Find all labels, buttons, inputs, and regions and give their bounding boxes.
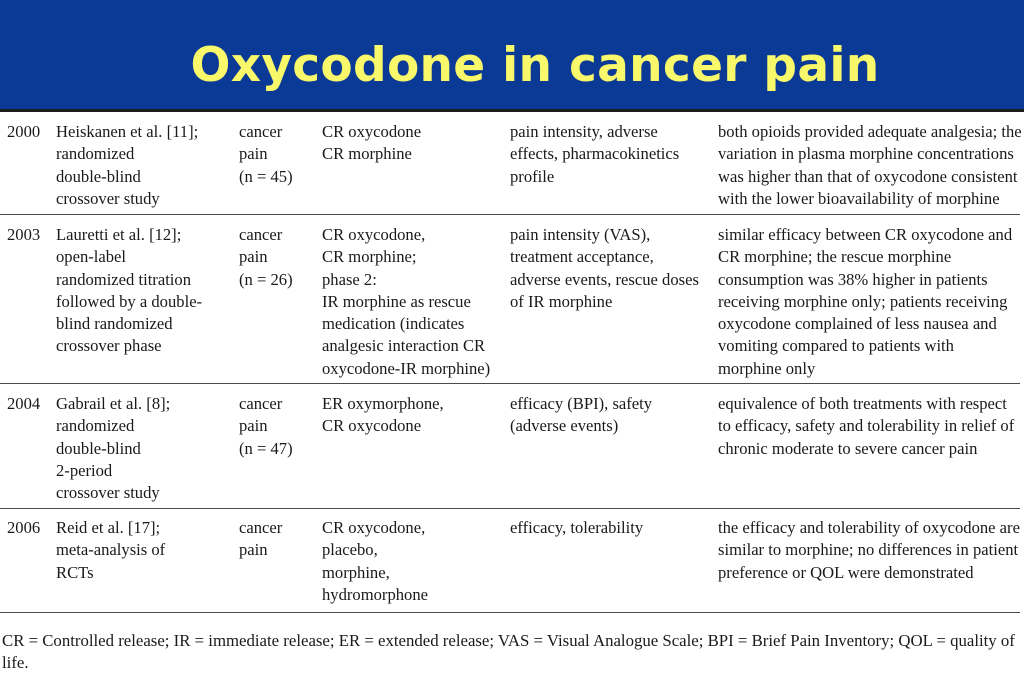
cell-line: adverse events, rescue doses [510, 269, 699, 289]
cell-line: (n = 45) [239, 166, 293, 186]
cell-line: phase 2: [322, 269, 377, 289]
cell-line: effects, pharmacokinetics [510, 144, 680, 164]
cell-line: randomized titration [56, 269, 192, 289]
cell-line: morphine only [718, 358, 816, 378]
cell-line: randomized [56, 144, 135, 164]
cell-line: meta-analysis of [56, 540, 166, 560]
table-cell-results [718, 121, 1022, 210]
table-cell-patients [239, 224, 319, 291]
table-cell-endpoints [510, 224, 714, 313]
cell-line: analgesic interaction CR [322, 336, 486, 356]
cell-line: RCTs [56, 562, 94, 582]
cell-line: efficacy (BPI), safety [510, 394, 653, 413]
table-cell-drugs [322, 393, 506, 438]
table-cell-year: 2003 [7, 225, 41, 244]
cell-line: preference or QOL were demonstrated [718, 562, 974, 582]
cell-line: double-blind [56, 166, 141, 186]
cell-line: with the lower bioavailability of morphine [718, 188, 1000, 208]
cell-line: placebo, [322, 540, 378, 560]
table-cell-drugs [322, 517, 506, 606]
row-divider [0, 612, 1020, 613]
cell-line: cancer [239, 225, 283, 244]
footnote-line: life. [2, 653, 29, 672]
table-cell-results [718, 393, 1022, 460]
cell-line: crossover phase [56, 336, 162, 356]
table-cell-year: 2006 [7, 518, 41, 537]
cell-line: (n = 47) [239, 438, 293, 458]
cell-line: similar efficacy between CR oxycodone and [718, 225, 1013, 244]
cell-line: cancer [239, 122, 283, 141]
cell-line: (n = 26) [239, 269, 293, 289]
table-cell-patients [239, 393, 319, 460]
cell-line: vomiting compared to patients with [718, 336, 954, 356]
cell-line: CR oxycodone [322, 122, 422, 141]
cell-line: open-label [56, 247, 127, 267]
cell-line: CR morphine [322, 144, 412, 164]
table-cell-study [56, 121, 234, 210]
cell-line: CR oxycodone [322, 416, 422, 436]
table-cell-endpoints [510, 121, 714, 188]
cell-line: followed by a double- [56, 291, 203, 311]
cell-line: medication (indicates [322, 314, 465, 334]
cell-line: pain [239, 144, 268, 164]
cell-line: pain [239, 540, 268, 560]
cell-line: IR morphine as rescue [322, 291, 471, 311]
cell-line: similar to morphine; no differences in patient [718, 540, 1019, 560]
cell-line: variation in plasma morphine concentrations [718, 144, 1014, 164]
table-cell-endpoints [510, 517, 714, 539]
row-divider [0, 383, 1020, 384]
cell-line: the efficacy and tolerability of oxycodone are [718, 518, 1020, 537]
table-cell-results [718, 224, 1022, 380]
row-divider [0, 214, 1020, 215]
cell-line: morphine, [322, 562, 390, 582]
footnote-line: CR = Controlled release; IR = immediate release; ER = extended release; VAS = Visual Analogue Scale; BPI = Brief Pain Inventory; QOL = quality of [2, 631, 1015, 650]
cell-line: efficacy, tolerability [510, 518, 644, 537]
cell-line: both opioids provided adequate analgesia; the [718, 122, 1022, 141]
cell-line: consumption was 38% higher in patients [718, 269, 988, 289]
table-cell-patients [239, 517, 319, 562]
table-cell-patients [239, 121, 319, 188]
cell-line: Heiskanen et al. [11]; [56, 122, 199, 141]
table-cell-results [718, 517, 1022, 584]
cell-line: receiving morphine only; patients receiving [718, 291, 1008, 311]
cell-line: pain [239, 416, 268, 436]
cell-line: was higher than that of oxycodone consistent [718, 166, 1018, 186]
cell-line: CR oxycodone, [322, 518, 426, 537]
table-cell-year: 2000 [7, 122, 41, 141]
table-cell-study [56, 393, 234, 504]
cell-line: pain intensity, adverse [510, 122, 658, 141]
cell-line: blind randomized [56, 314, 173, 334]
slide-title: Oxycodone in cancer pain [190, 38, 880, 93]
cell-line: randomized [56, 416, 135, 436]
table-cell-drugs [322, 224, 506, 380]
banner-divider [0, 109, 1024, 112]
cell-line: pain intensity (VAS), [510, 225, 651, 244]
cell-line: equivalence of both treatments with respect [718, 394, 1007, 413]
cell-line: ER oxymorphone, [322, 394, 444, 413]
cell-line: cancer [239, 518, 283, 537]
cell-line: 2-period [56, 460, 113, 480]
cell-line: double-blind [56, 438, 141, 458]
row-divider [0, 508, 1020, 509]
cell-line: to efficacy, safety and tolerability in relief of [718, 416, 1015, 436]
cell-line: (adverse events) [510, 416, 619, 436]
cell-line: oxycodone-IR morphine) [322, 358, 491, 378]
cell-line: cancer [239, 394, 283, 413]
cell-line: oxycodone complained of less nausea and [718, 314, 997, 334]
cell-line: profile [510, 166, 555, 186]
title-banner [0, 0, 1024, 111]
cell-line: chronic moderate to severe cancer pain [718, 438, 978, 458]
table-cell-year: 2004 [7, 394, 41, 413]
table-cell-study [56, 517, 234, 584]
cell-line: hydromorphone [322, 584, 428, 604]
abbreviations-footnote [2, 630, 1022, 674]
cell-line: CR morphine; the rescue morphine [718, 247, 952, 267]
cell-line: treatment acceptance, [510, 247, 654, 267]
table-cell-endpoints [510, 393, 714, 438]
cell-line: crossover study [56, 188, 160, 208]
cell-line: Lauretti et al. [12]; [56, 225, 182, 244]
cell-line: pain [239, 247, 268, 267]
cell-line: CR morphine; [322, 247, 417, 267]
table-cell-study [56, 224, 234, 358]
cell-line: Reid et al. [17]; [56, 518, 161, 537]
cell-line: of IR morphine [510, 291, 613, 311]
cell-line: Gabrail et al. [8]; [56, 394, 171, 413]
table-cell-drugs [322, 121, 506, 166]
cell-line: crossover study [56, 483, 160, 503]
cell-line: CR oxycodone, [322, 225, 426, 244]
